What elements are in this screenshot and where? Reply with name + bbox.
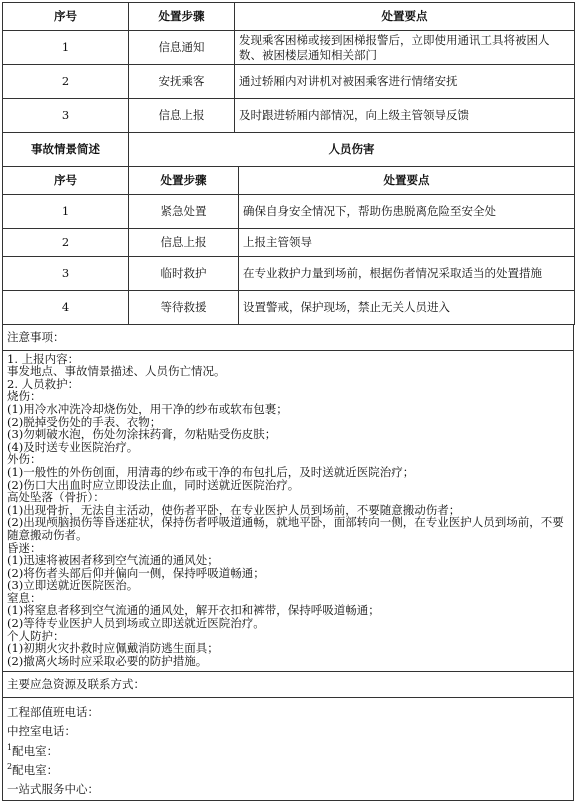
contacts-body <box>3 698 573 800</box>
note-line: 个人防护： <box>7 628 65 643</box>
note-line: (3)勿刺破水泡，伤处勿涂抹药膏，勿粘贴受伤皮肤； <box>7 427 277 442</box>
row-point: 设置警戒，保护现场，禁止无关人员进入 <box>239 291 575 325</box>
table-row <box>3 291 575 325</box>
note-line: (2)伤口大出血时应立即设法止血，同时送就近医院治疗。 <box>7 477 300 492</box>
note-line: 1. 上报内容： <box>7 351 80 366</box>
note-line: (1)迅速将被困者移到空气流通的通风处； <box>7 553 219 568</box>
notes-section <box>2 325 574 672</box>
note-line: (1)出现骨折，无法自主活动，使伤者平卧，在专业医护人员到场前，不要随意搬动伤者； <box>7 502 461 517</box>
row-point: 在专业救护力量到场前，根据伤者情况采取适当的处置措施 <box>239 257 575 291</box>
scenario-value: 人员伤害 <box>129 133 575 167</box>
contact-line-power-room-2: $^2$配电室： <box>7 762 59 777</box>
contact-line-engineering: 工程部值班电话： <box>7 704 99 719</box>
row-step: 信息通知 <box>129 31 235 65</box>
row-point: 及时跟进轿厢内部情况，向上级主管领导反馈 <box>235 99 575 133</box>
row-no: 3 <box>3 99 129 133</box>
row-no: 1 <box>3 31 129 65</box>
note-line: (2)等待专业医护人员到场或立即送就近医院治疗。 <box>7 616 265 631</box>
note-line: (1)将窒息者移到空气流通的通风处，解开衣扣和裤带，保持呼吸道畅通； <box>7 603 380 618</box>
note-line: 窒息： <box>7 590 42 605</box>
elevator-trap-table <box>2 2 575 133</box>
note-line: 高处坠落（骨折）： <box>7 490 105 505</box>
row-step: 等待救援 <box>129 291 239 325</box>
row-step: 信息上报 <box>129 99 235 133</box>
note-line: (1)一般性的外伤创面，用清毒的纱布或干净的布包扎后，及时送就近医院治疗； <box>7 464 415 479</box>
row-point: 通过轿厢内对讲机对被困乘客进行情绪安抚 <box>235 65 575 99</box>
row-point: 发现乘客困梯或接到困梯报警后，立即使用通讯工具将被困人数、被困楼层通知相关部门 <box>235 31 575 65</box>
col-header-step: 处置步骤 <box>129 3 235 31</box>
row-step: 紧急处置 <box>129 195 239 229</box>
contacts-title: 主要应急资源及联系方式： <box>3 672 573 698</box>
row-step: 信息上报 <box>129 229 239 257</box>
row-no: 2 <box>3 229 129 257</box>
col-header-point: 处置要点 <box>235 3 575 31</box>
note-line: 2. 人员救护： <box>7 376 80 391</box>
contacts-section <box>2 672 574 800</box>
table-row <box>3 195 575 229</box>
emergency-plan-document <box>2 2 574 801</box>
col-header-no: 序号 <box>3 167 129 195</box>
row-no: 4 <box>3 291 129 325</box>
note-line: 烧伤： <box>7 389 42 404</box>
note-line: (4)及时送专业医院治疗。 <box>7 439 139 454</box>
note-line: (1)用冷水冲洗冷却烧伤处，用干净的纱布或软布包裹； <box>7 401 288 416</box>
table-header-row <box>3 3 575 31</box>
scenario-row <box>3 133 575 167</box>
row-step: 临时救护 <box>129 257 239 291</box>
note-line: 外伤： <box>7 452 42 467</box>
note-line: (2)脱掉受伤处的手表、衣物； <box>7 414 162 429</box>
table-row <box>3 99 575 133</box>
row-no: 3 <box>3 257 129 291</box>
row-point: 上报主管领导 <box>239 229 575 257</box>
table-row <box>3 257 575 291</box>
notes-title: 注意事项： <box>3 325 573 351</box>
scenario-label: 事故情景简述 <box>3 133 129 167</box>
table-row <box>3 229 575 257</box>
row-no: 2 <box>3 65 129 99</box>
table-row <box>3 65 575 99</box>
contact-line-power-room-1: $^1$配电室： <box>7 742 59 758</box>
note-line: 事发地点、事故情景描述、人员伤亡情况。 <box>7 364 226 379</box>
note-line: (2)出现颅脑损伤等昏迷症状，保持伤者呼吸道通畅，就地平卧，面部转向一侧，在专业医护人员到场前，不要随意搬动伤者。 <box>7 515 564 542</box>
notes-body <box>3 351 573 672</box>
note-line: (2)将伤者头部后仰并偏向一侧，保持呼吸道畅通； <box>7 565 265 580</box>
contact-line-control-room: 中控室电话： <box>7 724 76 739</box>
col-header-point: 处置要点 <box>239 167 575 195</box>
table-header-row <box>3 167 575 195</box>
contact-line-service-center: 一站式服务中心： <box>7 782 99 797</box>
note-line: (1)初期火灾扑救时应佩戴消防逃生面具； <box>7 641 219 656</box>
injury-table <box>2 132 575 325</box>
row-step: 安抚乘客 <box>129 65 235 99</box>
row-point: 确保自身安全情况下，帮助伤患脱离危险至安全处 <box>239 195 575 229</box>
table-row <box>3 31 575 65</box>
col-header-step: 处置步骤 <box>129 167 239 195</box>
note-line: (2)撤离火场时应采取必要的防护措施。 <box>7 653 208 668</box>
note-line: (3)立即送就近医院医治。 <box>7 578 139 593</box>
note-line: 昏迷： <box>7 540 42 555</box>
col-header-no: 序号 <box>3 3 129 31</box>
row-no: 1 <box>3 195 129 229</box>
